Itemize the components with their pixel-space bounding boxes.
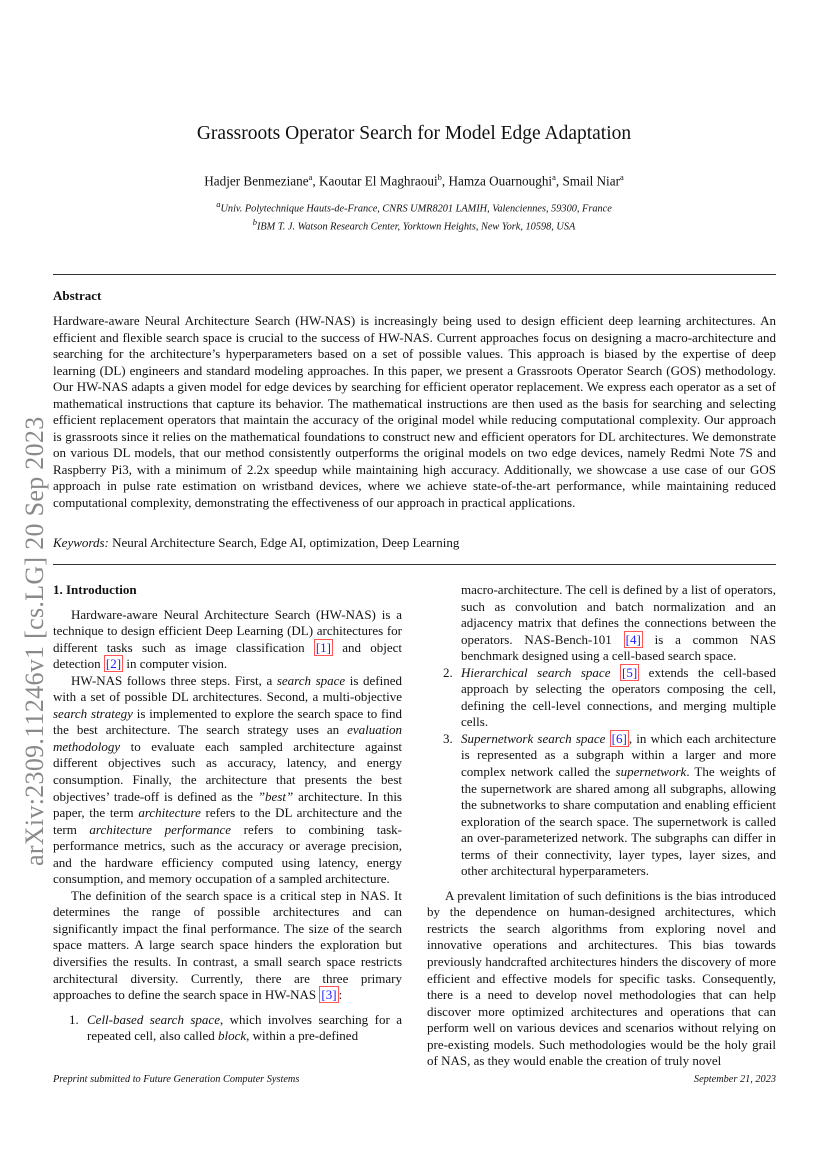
abstract-heading: Abstract xyxy=(53,288,102,303)
citation-link[interactable]: [5] xyxy=(622,664,638,680)
list-item: 1. Cell-based search space, which involves searching for a repeated cell, also called block, within a pre-defined xyxy=(69,1011,402,1044)
affiliation-text: Univ. Polytechnique Hauts-de-France, CNRS UMR8201 LAMIH, Valenciennes, 59300, France xyxy=(220,203,612,215)
author-list: Hadjer Benmeziane$^a$, Kaoutar El Maghraoui$^b$, Hamza Ouarnoughi$^a$, Smail Niar$^a$ xyxy=(204,172,624,189)
author-name: Hamza Ouarnoughi xyxy=(448,173,553,189)
divider-top xyxy=(53,274,776,275)
keywords xyxy=(53,535,776,551)
paper-title: Grassroots Operator Search for Model Edge Adaptation xyxy=(196,123,632,144)
affiliation-line xyxy=(0,216,828,234)
keywords-text: Neural Architecture Search, Edge AI, optimization, Deep Learning xyxy=(112,535,460,550)
left-column xyxy=(53,582,402,1045)
citation-link[interactable]: [1] xyxy=(315,639,332,655)
section-heading: 1. Introduction xyxy=(53,582,137,597)
list-item: 2. Hierarchical search space [5] extends the cell-based approach by selecting the operators composing the cell, defining the cell-level connections, and merging multiple cells. xyxy=(443,664,776,730)
right-column xyxy=(427,582,776,1070)
search-space-list-continued xyxy=(427,582,776,880)
keywords-label: Keywords: xyxy=(53,535,109,550)
citation-link[interactable]: [6] xyxy=(611,730,627,746)
footer-right: September 21, 2023 xyxy=(693,1074,776,1085)
paragraph: Hardware-aware Neural Architecture Search (HW-NAS) is a technique to design efficient Deep Learning (DL) architectures for different tasks such as image classification [1] and object detection [2] in computer vision. xyxy=(53,606,402,672)
author-name: Kaoutar El Maghraoui xyxy=(318,173,438,189)
affiliation-mark: a xyxy=(619,172,624,182)
search-space-list xyxy=(53,1012,402,1045)
list-item-continued: macro-architecture. The cell is defined by a list of operators, such as convolution and batch normalization and an adjacency matrix that defines the connections between the operators. NAS-Bench-101 [4] is a common NAS benchmark designed using a cell-based search space. xyxy=(461,582,776,664)
paragraph: A prevalent limitation of such definitions is the bias introduced by the dependence on human-designed architectures, which restricts the search algorithms from exploring novel and innovative operations and architectures. This bias towards previously handcrafted architectures hinders the discovery of more efficient and effective models for specific tasks. Consequently, there is a need to develop novel methodologies that can help discover more optimized architectures and operations that can perform well on various devices and scenarios without relying on pre-existing models. Such methodologies would be the holy grail of NAS, as they would enable the creation of truly novel xyxy=(427,887,776,1069)
affiliation-mark: a xyxy=(308,172,313,182)
author-name: Hadjer Benmeziane xyxy=(204,173,309,189)
affiliation-mark: a xyxy=(216,199,221,209)
abstract-text: Hardware-aware Neural Architecture Search (HW-NAS) is increasingly being used to design efficient deep learning architectures. An efficient and flexible search space is crucial to the success of HW-NAS. Current approaches focus on designing a macro-architecture and searching for the architecture’s hyperparameters based on a set of possible values. This approach is biased by the expertise of deep learning (DL) engineers and standard modeling approaches. In this paper, we present a Grassroots Operator Search (GOS) methodology. Our HW-NAS adapts a given model for edge devices by searching for efficient operator replacement. We express each operator as a set of mathematical instructions that capture its behavior. The mathematical instructions are then used as the basis for searching and selecting efficient replacement operators that maintain the accuracy of the original model while reducing computational complexity. Our approach is grassroots since it relies on the mathematical foundations to construct new and efficient operators for DL architectures. We demonstrate on various DL models, that our method consistently outperforms the original models on two edge devices, namely Redmi Note 7S and Raspberry Pi3, with a minimum of 2.2x speedup while maintaining high accuracy. Additionally, we showcase a use case of our GOS approach in pulse rate estimation on wristband devices, where we achieve state-of-the-art performance, while maintaining reduced computational complexity, demonstrating the effectiveness of our approach in practical applications. xyxy=(53,313,776,511)
affiliation-text: IBM T. J. Watson Research Center, Yorktown Heights, New York, 10598, USA xyxy=(256,221,576,233)
arxiv-identifier: arXiv:2309.11246v1 [cs.LG] 20 Sep 2023 xyxy=(20,416,49,866)
affiliations xyxy=(0,198,828,234)
list-item: 3. Supernetwork search space [6] , in which each architecture is represented as a subgraph within a larger and more complex network called the supernetwork. The weights of the supernetwork are shared among all subgraphs, allowing the subnetworks to share computation and enabling efficient exploration of the search space. The supernetwork is called an over-parameterized network. The subgraphs can differ in terms of their connectivity, layer types, layer sizes, and other architectural hyperparameters. xyxy=(443,730,776,879)
citation-link[interactable]: [3] xyxy=(321,987,337,1003)
affiliation-line xyxy=(0,198,828,216)
paragraph: HW-NAS follows three steps. First, a search space is defined with a set of possible DL architectures. Second, a multi-objective search strategy is implemented to explore the search space to find the best architecture. The search strategy uses an evaluation methodology to evaluate each sampled architecture against different objectives such as accuracy, latency, and energy consumption. Finally, the architecture that presents the best objectives’ trade-off is defined as the ”best” architecture. In this paper, the term architecture refers to the DL architecture and the term architecture performance refers to combining task-performance metrics, such as the accuracy or average precision, and the hardware efficiency computed using latency, energy consumption, and memory occupation of a sampled architecture. xyxy=(53,672,403,887)
citation-link[interactable]: [4] xyxy=(625,631,641,647)
affiliation-mark: b xyxy=(252,216,257,227)
divider-bottom xyxy=(53,564,776,565)
footer-left: Preprint submitted to Future Generation Computer Systems xyxy=(53,1074,300,1085)
affiliation-mark: b xyxy=(437,172,442,182)
citation-link[interactable]: [2] xyxy=(105,656,122,672)
affiliation-mark: a xyxy=(552,172,556,182)
paragraph: The definition of the search space is a critical step in NAS. It determines the range of possible architectures and can significantly impact the final performance. The size of the search space matters. A large search space hinders the exploration but diversifies the results. In contrast, a small search space restricts architectural diversity. Currently, there are three primary approaches to define the search space in HW-NAS [3] : xyxy=(53,887,402,1003)
author-name: Smail Niar xyxy=(562,173,620,189)
